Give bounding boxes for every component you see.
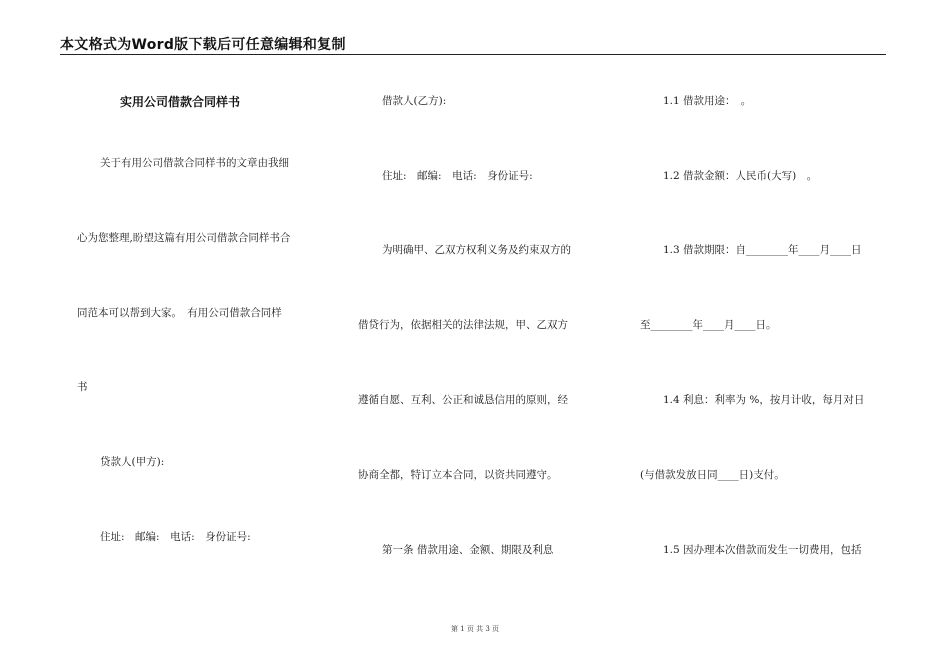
col1-line-1: 关于有用公司借款合同样书的文章由我细 (100, 157, 289, 169)
document-title: 实用公司借款合同样书 (120, 95, 241, 109)
col2-line-7: 第一条 借款用途、金额、期限及利息 (382, 544, 554, 556)
page-header (60, 34, 886, 55)
col1-line-6: 住址: 邮编: 电话: 身份证号: (100, 531, 251, 543)
col3-line-7: 1.5 因办理本次借款而发生一切费用，包括 (663, 544, 862, 556)
page-number-footer: 第 1 页 共 3 页 (450, 625, 500, 633)
col2-line-4: 借贷行为，依据相关的法律法规，甲、乙双方 (358, 319, 568, 331)
col2-line-2: 住址: 邮编: 电话: 身份证号: (382, 170, 533, 182)
col1-line-4: 书 (77, 381, 88, 393)
col1-line-5: 贷款人(甲方): (100, 456, 165, 468)
col2-line-5: 遵循自愿、互利、公正和诚恳信用的原则，经 (358, 394, 568, 406)
col2-line-3: 为明确甲、乙双方权利义务及约束双方的 (382, 244, 571, 256)
col3-line-6: (与借款发放日同____日)支付。 (640, 469, 785, 481)
col1-line-3: 同范本可以帮到大家。 有用公司借款合同样 (77, 307, 282, 319)
col2-line-6: 协商全都，特订立本合同，以资共同遵守。 (358, 469, 558, 481)
col3-line-1: 1.1 借款用途： 。 (663, 95, 752, 107)
col2-line-1: 借款人(乙方): (382, 95, 447, 107)
col3-line-3: 1.3 借款期限：自________年____月____日 (663, 244, 862, 256)
header-text: 本文格式为Word版下载后可任意编辑和复制 (60, 37, 346, 53)
col3-line-2: 1.2 借款金额：人民币(大写) 。 (663, 170, 818, 182)
col3-line-5: 1.4 利息：利率为 %，按月计收，每月对日 (663, 394, 865, 406)
col1-line-2: 心为您整理,盼望这篇有用公司借款合同样书合 (77, 232, 291, 244)
col3-line-4: 至________年____月____日。 (640, 319, 777, 331)
